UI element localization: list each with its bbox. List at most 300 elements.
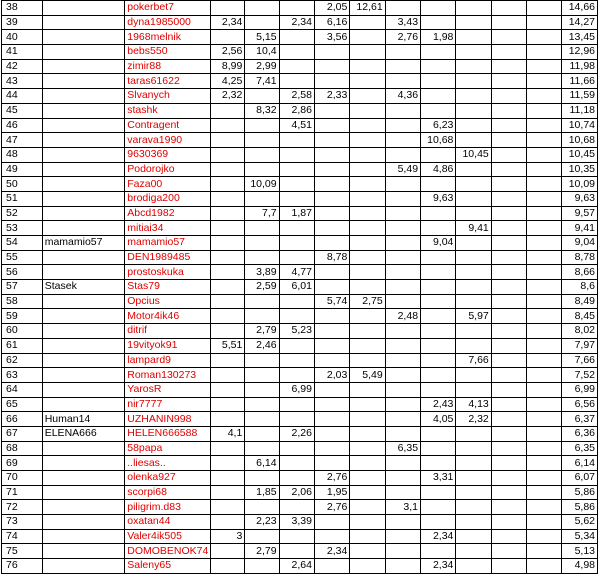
score-cell (421, 294, 456, 309)
score-cell (456, 1, 491, 16)
owner-cell (42, 559, 125, 574)
score-cell (456, 177, 491, 192)
total-cell: 12,96 (562, 45, 598, 60)
score-cell (279, 1, 314, 16)
nickname-cell: DOMOBENOK74 (125, 544, 211, 559)
table-row (2, 1, 598, 16)
score-cell: 3,39 (279, 515, 314, 530)
score-cell (491, 368, 526, 383)
score-cell: 1,85 (245, 485, 279, 500)
score-cell (211, 147, 245, 162)
score-cell (350, 206, 385, 221)
score-cell (527, 236, 562, 251)
score-cell (350, 133, 385, 148)
score-cell (527, 471, 562, 486)
score-cell (385, 103, 420, 118)
score-cell (350, 15, 385, 30)
nickname-cell: Stas79 (125, 280, 211, 295)
score-cell (491, 471, 526, 486)
score-cell (491, 265, 526, 280)
score-cell (421, 324, 456, 339)
score-cell (279, 294, 314, 309)
total-cell: 6,36 (562, 426, 598, 441)
row-number-cell: 59 (2, 309, 43, 324)
score-cell (350, 353, 385, 368)
score-cell (491, 177, 526, 192)
owner-cell (42, 471, 125, 486)
score-cell: 2,99 (245, 59, 279, 74)
table-row (2, 206, 598, 221)
score-cell (491, 191, 526, 206)
score-cell (350, 426, 385, 441)
score-cell: 5,15 (245, 30, 279, 45)
score-cell (350, 397, 385, 412)
table-row (2, 544, 598, 559)
score-cell (491, 221, 526, 236)
owner-cell (42, 544, 125, 559)
table-row (2, 118, 598, 133)
score-cell (491, 382, 526, 397)
table-row (2, 30, 598, 45)
owner-cell (42, 162, 125, 177)
score-cell: 3,31 (421, 471, 456, 486)
owner-cell (42, 177, 125, 192)
table-row (2, 471, 598, 486)
row-number-cell: 53 (2, 221, 43, 236)
score-cell (421, 338, 456, 353)
score-cell: 3 (211, 529, 245, 544)
score-cell (279, 191, 314, 206)
score-cell: 3,43 (385, 15, 420, 30)
score-cell: 2,06 (279, 485, 314, 500)
total-cell: 7,52 (562, 368, 598, 383)
score-cell (491, 529, 526, 544)
score-cell (245, 221, 279, 236)
score-cell (456, 162, 491, 177)
nickname-cell: Roman130273 (125, 368, 211, 383)
score-cell (211, 118, 245, 133)
score-cell: 2,43 (421, 397, 456, 412)
total-cell: 5,86 (562, 485, 598, 500)
score-cell: 6,35 (385, 441, 420, 456)
score-cell: 12,61 (350, 1, 385, 16)
total-cell: 10,45 (562, 147, 598, 162)
score-cell (527, 221, 562, 236)
row-number-cell: 50 (2, 177, 43, 192)
score-cell (421, 309, 456, 324)
score-cell (491, 456, 526, 471)
row-number-cell: 51 (2, 191, 43, 206)
score-cell: 9,41 (456, 221, 491, 236)
total-cell: 10,35 (562, 162, 598, 177)
score-cell: 5,74 (314, 294, 349, 309)
score-cell (491, 30, 526, 45)
score-cell (456, 529, 491, 544)
score-cell (421, 89, 456, 104)
owner-cell (42, 250, 125, 265)
score-cell: 2,32 (211, 89, 245, 104)
table-row (2, 89, 598, 104)
score-cell (456, 59, 491, 74)
score-cell (456, 368, 491, 383)
score-cell: 2,86 (279, 103, 314, 118)
row-number-cell: 70 (2, 471, 43, 486)
total-cell: 13,45 (562, 30, 598, 45)
score-cell (350, 250, 385, 265)
score-cell (211, 221, 245, 236)
score-cell (385, 133, 420, 148)
score-cell (385, 294, 420, 309)
owner-cell (42, 147, 125, 162)
score-cell (385, 412, 420, 427)
total-cell: 7,66 (562, 353, 598, 368)
table-row (2, 177, 598, 192)
score-cell: 1,98 (421, 30, 456, 45)
score-cell: 2,34 (314, 544, 349, 559)
total-cell: 6,37 (562, 412, 598, 427)
nickname-cell: bebs550 (125, 45, 211, 60)
owner-cell: Stasek (42, 280, 125, 295)
table-row (2, 309, 598, 324)
score-cell (527, 485, 562, 500)
score-cell (279, 45, 314, 60)
owner-cell (42, 529, 125, 544)
score-cell (456, 441, 491, 456)
score-cell (314, 559, 349, 574)
score-cell (314, 236, 349, 251)
nickname-cell: UZHANIN998 (125, 412, 211, 427)
row-number-cell: 65 (2, 397, 43, 412)
score-cell (421, 1, 456, 16)
score-cell (385, 265, 420, 280)
score-cell (385, 397, 420, 412)
score-cell (245, 89, 279, 104)
score-cell (385, 426, 420, 441)
score-cell (245, 559, 279, 574)
score-cell: 2,34 (421, 529, 456, 544)
score-cell (211, 471, 245, 486)
score-cell: 6,99 (279, 382, 314, 397)
row-number-cell: 72 (2, 500, 43, 515)
score-cell (491, 353, 526, 368)
score-cell (350, 441, 385, 456)
table-row (2, 265, 598, 280)
score-cell (456, 133, 491, 148)
score-cell (421, 206, 456, 221)
nickname-cell: Abcd1982 (125, 206, 211, 221)
score-cell (491, 147, 526, 162)
score-cell: 2,75 (350, 294, 385, 309)
score-cell (385, 45, 420, 60)
score-cell (211, 309, 245, 324)
owner-cell (42, 324, 125, 339)
score-cell (385, 544, 420, 559)
score-cell (456, 191, 491, 206)
score-cell: 3,56 (314, 30, 349, 45)
table-row (2, 103, 598, 118)
nickname-cell: 9630369 (125, 147, 211, 162)
row-number-cell: 46 (2, 118, 43, 133)
score-cell (211, 500, 245, 515)
score-cell (279, 309, 314, 324)
score-cell (279, 250, 314, 265)
total-cell: 9,04 (562, 236, 598, 251)
nickname-cell: olenka927 (125, 471, 211, 486)
score-cell (456, 250, 491, 265)
score-cell (456, 456, 491, 471)
score-cell (527, 324, 562, 339)
score-cell (527, 529, 562, 544)
row-number-cell: 64 (2, 382, 43, 397)
score-cell (491, 1, 526, 16)
table-row (2, 162, 598, 177)
score-cell (491, 236, 526, 251)
nickname-cell: YarosR (125, 382, 211, 397)
nickname-cell: Faza00 (125, 177, 211, 192)
score-cell (245, 309, 279, 324)
score-cell (245, 15, 279, 30)
score-cell (527, 118, 562, 133)
score-cell: 3,1 (385, 500, 420, 515)
score-cell (491, 412, 526, 427)
score-cell (350, 338, 385, 353)
score-cell: 2,76 (385, 30, 420, 45)
row-number-cell: 76 (2, 559, 43, 574)
total-cell: 9,57 (562, 206, 598, 221)
table-row (2, 133, 598, 148)
score-cell: 5,49 (350, 368, 385, 383)
score-cell (385, 236, 420, 251)
score-cell: 10,68 (421, 133, 456, 148)
score-cell (456, 236, 491, 251)
score-cell (314, 338, 349, 353)
score-cell: 1,95 (314, 485, 349, 500)
total-cell: 10,68 (562, 133, 598, 148)
score-cell: 4,86 (421, 162, 456, 177)
score-cell: 4,25 (211, 74, 245, 89)
total-cell: 8,49 (562, 294, 598, 309)
nickname-cell: ditrif (125, 324, 211, 339)
score-cell (491, 74, 526, 89)
score-cell (491, 162, 526, 177)
nickname-cell: zimir88 (125, 59, 211, 74)
score-cell: 2,32 (456, 412, 491, 427)
score-cell (385, 206, 420, 221)
score-cell (527, 59, 562, 74)
score-cell: 2,76 (314, 500, 349, 515)
nickname-cell: scorpi68 (125, 485, 211, 500)
table-row (2, 147, 598, 162)
score-cell (211, 353, 245, 368)
score-cell (314, 45, 349, 60)
score-cell (350, 382, 385, 397)
score-cell (314, 118, 349, 133)
score-cell: 2,34 (211, 15, 245, 30)
score-cell (385, 338, 420, 353)
nickname-cell: Valer4ik505 (125, 529, 211, 544)
row-number-cell: 62 (2, 353, 43, 368)
score-cell: 5,49 (385, 162, 420, 177)
score-cell (421, 500, 456, 515)
score-cell: 7,41 (245, 74, 279, 89)
owner-cell (42, 441, 125, 456)
score-cell (491, 500, 526, 515)
score-cell (491, 89, 526, 104)
score-cell (385, 471, 420, 486)
score-cell (421, 147, 456, 162)
table-row (2, 59, 598, 74)
score-cell (314, 265, 349, 280)
score-cell: 4,13 (456, 397, 491, 412)
total-cell: 8,78 (562, 250, 598, 265)
score-cell (279, 500, 314, 515)
score-cell: 2,03 (314, 368, 349, 383)
score-cell (527, 515, 562, 530)
table-row (2, 353, 598, 368)
table-row (2, 529, 598, 544)
score-cell (456, 265, 491, 280)
score-cell (350, 280, 385, 295)
score-cell (211, 368, 245, 383)
score-cell (491, 309, 526, 324)
score-cell (245, 191, 279, 206)
score-cell (211, 206, 245, 221)
score-cell (491, 324, 526, 339)
score-cell (456, 118, 491, 133)
score-cell (385, 59, 420, 74)
score-cell (385, 485, 420, 500)
score-cell (279, 544, 314, 559)
score-cell (211, 30, 245, 45)
total-cell: 11,59 (562, 89, 598, 104)
row-number-cell: 73 (2, 515, 43, 530)
score-cell (350, 103, 385, 118)
score-cell: 2,56 (211, 45, 245, 60)
row-number-cell: 43 (2, 74, 43, 89)
score-cell (527, 294, 562, 309)
score-cell (527, 382, 562, 397)
score-cell (314, 177, 349, 192)
nickname-cell: Saleny65 (125, 559, 211, 574)
row-number-cell: 52 (2, 206, 43, 221)
score-cell (350, 515, 385, 530)
nickname-cell: 1968melnik (125, 30, 211, 45)
score-cell (456, 89, 491, 104)
score-cell: 2,48 (385, 309, 420, 324)
score-cell (491, 250, 526, 265)
total-cell: 5,13 (562, 544, 598, 559)
score-cell: 10,45 (456, 147, 491, 162)
nickname-cell: brodiga200 (125, 191, 211, 206)
score-cell (279, 221, 314, 236)
nickname-cell: nir7777 (125, 397, 211, 412)
score-cell: 8,32 (245, 103, 279, 118)
nickname-cell: Contragent (125, 118, 211, 133)
score-cell (527, 206, 562, 221)
total-cell: 9,63 (562, 191, 598, 206)
table-row (2, 15, 598, 30)
score-cell (491, 544, 526, 559)
row-number-cell: 44 (2, 89, 43, 104)
score-cell (527, 309, 562, 324)
owner-cell (42, 485, 125, 500)
owner-cell (42, 1, 125, 16)
score-cell: 9,63 (421, 191, 456, 206)
nickname-cell: Slvanych (125, 89, 211, 104)
row-number-cell: 74 (2, 529, 43, 544)
score-cell (385, 515, 420, 530)
score-cell (385, 1, 420, 16)
row-number-cell: 60 (2, 324, 43, 339)
row-number-cell: 58 (2, 294, 43, 309)
score-cell (350, 118, 385, 133)
owner-cell (42, 191, 125, 206)
score-cell (211, 441, 245, 456)
nickname-cell: pokerbet7 (125, 1, 211, 16)
score-cell: 10,09 (245, 177, 279, 192)
nickname-cell: dyna1985000 (125, 15, 211, 30)
score-cell: 4,1 (211, 426, 245, 441)
row-number-cell: 40 (2, 30, 43, 45)
score-cell (245, 397, 279, 412)
score-cell (314, 529, 349, 544)
score-cell (211, 133, 245, 148)
score-cell (491, 515, 526, 530)
score-cell (456, 559, 491, 574)
row-number-cell: 39 (2, 15, 43, 30)
row-number-cell: 67 (2, 426, 43, 441)
score-cell (314, 133, 349, 148)
score-cell (527, 426, 562, 441)
row-number-cell: 38 (2, 1, 43, 16)
score-cell (456, 338, 491, 353)
score-cell (279, 412, 314, 427)
score-cell (314, 280, 349, 295)
score-cell (421, 250, 456, 265)
owner-cell (42, 30, 125, 45)
owner-cell (42, 15, 125, 30)
score-cell (456, 74, 491, 89)
table-row (2, 45, 598, 60)
total-cell: 14,27 (562, 15, 598, 30)
owner-cell (42, 382, 125, 397)
score-cell: 3,89 (245, 265, 279, 280)
score-cell (350, 456, 385, 471)
row-number-cell: 56 (2, 265, 43, 280)
score-cell: 6,16 (314, 15, 349, 30)
score-cell (350, 236, 385, 251)
total-cell: 5,86 (562, 500, 598, 515)
score-cell: 2,59 (245, 280, 279, 295)
score-cell (350, 324, 385, 339)
score-cell (314, 412, 349, 427)
owner-cell: ELENA666 (42, 426, 125, 441)
score-cell: 2,05 (314, 1, 349, 16)
score-cell (314, 74, 349, 89)
total-cell: 11,98 (562, 59, 598, 74)
table-row (2, 441, 598, 456)
total-cell: 14,66 (562, 1, 598, 16)
score-cell (385, 177, 420, 192)
row-number-cell: 55 (2, 250, 43, 265)
score-cell (456, 30, 491, 45)
row-number-cell: 57 (2, 280, 43, 295)
score-cell (385, 280, 420, 295)
table-row (2, 456, 598, 471)
score-cell (350, 485, 385, 500)
score-cell (245, 368, 279, 383)
score-cell (527, 103, 562, 118)
